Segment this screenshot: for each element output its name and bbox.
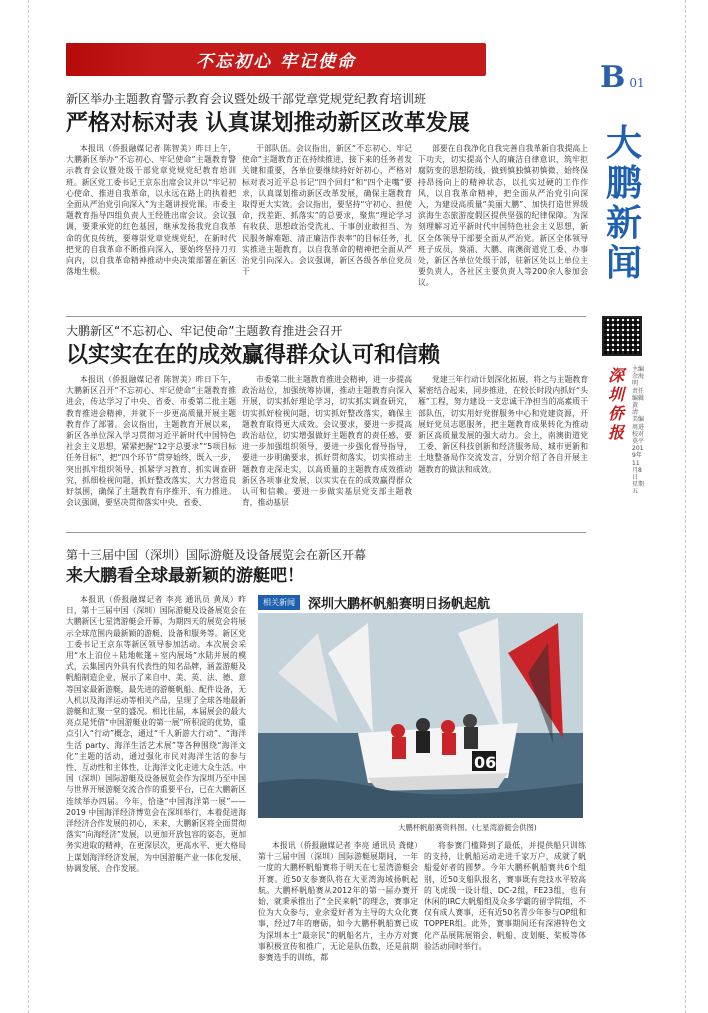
sailing-photo-art	[258, 613, 583, 818]
related-tag: 相关新闻	[258, 595, 300, 610]
divider	[66, 316, 586, 317]
photo-caption: 大鹏杯帆船赛资料图。(七星湾游艇会供图)	[398, 823, 537, 832]
banner-text: 不忘初心 牢记使命	[196, 52, 356, 72]
section-title: 大鹏新闻	[606, 123, 643, 284]
article2-kicker: 大鹏新区“不忘初心、牢记使命”主题教育推进会召开	[66, 324, 343, 338]
theme-banner	[66, 43, 486, 76]
related-title: 深圳大鹏杯帆船赛明日扬帆起航	[308, 597, 491, 612]
fold-line-right	[685, 0, 686, 1013]
section-rail	[600, 60, 670, 496]
article3-headline: 来大鹏看全球最新颖的游艇吧！	[66, 566, 304, 586]
article1-headline: 严格对标对表 认真谋划推动新区改革发展	[66, 111, 470, 136]
edition-meta: 主编 余海明 责任编辑 黄 清 美编 周进 校对 莫平 2019年11月8日 星期五	[632, 366, 645, 496]
article3-col2: 本报讯（侨报融媒记者 李亮 通讯员 龚健）第十三届中国（深圳）国际游艇展期间，一年一度的大鹏杯帆船赛将于明天在七星湾游艇会开赛。近50支参赛队将在大亚湾海域扬帆起航。大鹏杯帆船赛从2012年的第一届办赛开始，就秉承推出了“全民来帆”的理念，赛事定位为大众参与，业余爱好者为主导的大众化赛事，经过7年的磨砺，如今大鹏杯帆船赛已成为深圳本土“最亲民”的帆船名片，主办方对赛事积极宣传和推广，无论是队伍数，还是前期参赛选手的训练，都	[258, 841, 418, 963]
sailing-photo	[258, 613, 583, 818]
article1-col1: 本报讯（侨报融媒记者 陈智美）昨日上午，大鹏新区举办“不忘初心、牢记使命”主题教育警示教育会议暨处级干部党章党规党纪教育培训班。新区党工委书记王京东出席会议并以“牢记初心使命、推进自我革命，以永远在路上的执着把全面从严治党引向深入”为主题讲授党课。市委主题教育指导四组负责人王经胜出席会议。会议强调，要秉承党的红色基因，继承发扬我党自我革命的优良传统，要尊崇党章党规党纪，在新时代把党的自我革命不断推向深入，要始终坚持刀刃向内，以自我革命精神推动中央决策部署在新区落地生根。	[66, 144, 236, 277]
article1-kicker: 新区举办主题教育警示教育会议暨处级干部党章党规党纪教育培训班	[66, 92, 427, 106]
qr-code-icon[interactable]	[602, 316, 642, 356]
article2-col1: 本报讯（侨报融媒记者 陈智美）昨日下午，大鹏新区召开“不忘初心、牢记使命”主题教育推进会，传达学习了中央、省委、市委第二批主题教育推进会精神，并就下一步更高质量开展主题教育作了部署。会议指出，主题教育开展以来，新区各单位深入学习贯彻习近平新时代中国特色社会主义思想，紧紧把握“12字总要求”“5项目标任务目标”，把“四个环节”贯穿始终，既入一步，突出抓牢组织领导、抓紧学习教育、抓实调查研究，抓细检视问题，抓好整改落实，大力营造良好氛围，确保了主题教育有序推开、有力推进。会议强调，要坚决贯彻落实中央、省委、	[66, 375, 236, 508]
page-number	[600, 60, 670, 95]
related-news[interactable]	[258, 593, 490, 612]
newspaper-logo: 深圳侨报	[608, 366, 625, 442]
article1-col3: 部要在自我净化自我完善自我革新自我提高上下功夫，切实提高个人的廉洁自律意识，筑牢拒腐防变的思想防线，做到慎独慎初慎微，始终保持昂扬向上的精神状态，以扎实过硬的工作作风，以自我革命精神，把全面从严治党引向深入，为建设高质量“美丽大鹏”、加快打造世界级滨海生态旅游度假区提供坚强的纪律保障。为深刻理解习近平新时代中国特色社会主义思想，新区全体领导干部要全面从严治党。新区全体领导班子成员，葵涌、大鹏、南澳街道党工委、办事处，新区各单位处级干部，驻新区处以上单位主要负责人，各社区主要负责人等200余人参加会议。	[418, 144, 588, 288]
divider	[66, 532, 586, 533]
article3-col3: 将参赛门槛降到了最低，并提供船只训练的支持，让帆船运动走进千家万户，成就了帆船爱好者的圆梦。今年大鹏杯帆船赛共6个组别，近50支船队报名，赛事既有竞技水平较高的飞虎级一设计组、DC-2组，FE23组，也有休闲的IRC大帆船组及众多学霸的留学院组，不仅有成人赛事，还有近50名青少年参与OP组和TOPPER组。此外，赛事期间还有深港特色文化产品展陈展销会、帆船、皮划艇、桨板等体验活动同时举行。	[424, 841, 586, 951]
article2-headline: 以实实在在的成效赢得群众认可和信赖	[66, 343, 441, 368]
fold-line-left	[28, 0, 29, 1013]
article2-col3: 党建三年行动计划深化拓展，将之与主题教育紧密结合起来，同步推进，在较长时段内抓好“头雁”工程，努力建设一支忠诚干净担当的高素质干部队伍，切实用好党群服务中心和党建资源，开展好党员志愿服务，把主题教育成果转化为推动新区高质量发展的强大动力。会上，南澳街道党工委、新区科技创新和经济服务局、城市更新和土地整备局作交流发言，分别介绍了各自开展主题教育的做法和成效。	[418, 375, 588, 474]
article2-col2: 市委第二批主题教育推进会精神，进一步提高政治站位，加强统筹协调，推动主题教育向深入开展，切实抓好理论学习，切实抓实调查研究，切实抓好检视问题，切实抓好整改落实，确保主题教育取得更大成效。会议要求，要进一步提高政治站位，切实增强做好主题教育的责任感，要进一步加强组织领导，要进一步强化督导指导，要进一步明确要求，抓好贯彻落实，切实推动主题教育走深走实，以高质量的主题教育成效推动新区各项事业发展，以实实在在的成效赢得群众认可和信赖。要进一步做实基层党支部主题教育，推动基层	[242, 375, 412, 508]
svg-text:06: 06	[474, 753, 497, 772]
article3-col1: 本报讯（侨报融媒记者 李亮 通讯员 黄凤）昨日，第十三届中国（深圳）国际游艇及设备展览会在大鹏新区七星湾游艇会开幕，为期四天的展览会将展示全球范围内最新颖的游艇、设备和服务等。新区党工委书记王京东等新区领导参加活动。本次展会采用“水上泊位＋陆地帐篷＋室内展场”水陆并展的模式，云集国内外具有代表性的知名品牌，涵盖游艇及帆船制造企业，展示了来自中、美、英、法、德、意等国家最新游艇，最先进的游艇帆船、配件设备，无人机以及海洋运动等相关产品，呈现了全球各地最新游艇和汇聚一堂的盛况。相比往届，本届展会的最大亮点是凭借“中国游艇业的第一展”所积淀的优势，重点引入“行动”概念，通过“千人新游大行动”、“海洋生活 party、海洋生活艺术展”等各种围绕“海洋文化”主题的活动，通过强化市民对海洋生活的参与性、互动性和主体性，让海洋文化走进大众生活。中国（深圳）国际游艇及设备展览会作为深圳乃至中国与世界开展游艇交流合作的重要平台，已在大鹏新区连续举办四届。今年，恰逢“中国海洋第一展”——2019 中国海洋经济博览会在深圳举行，本着促进海洋经济合作发展的初心，未来，大鹏新区将全面贯彻落实“向海经济”发展，以更加开放包容的姿态，更加务实进取的精神，在更深层次，更高水平、更大格局上谋划海洋经济发展，为中国游艇产业一体化发展、协调发展、合作发展。	[66, 595, 246, 873]
article1-col2: 干部队伍。会议指出，新区“不忘初心、牢记使命”主题教育正在持续推进，接下来的任务者发关键和重要，各单位要继续持好好初心，严格对标对表习近平总书记“四个回归”和“四个走嘴”要求，认真谋划推动新区改革发展，确保主题教育取得更大实效。会议指出，要坚持“守初心、担使命，找差距、抓落实”的总要求，聚焦“理论学习有收获、思想政治受洗礼、干事创业敢担当、为民服务解难题、清正廉洁作表率”的目标任务，扎实推进主题教育，以自我革命的精神把全面从严治党引向深入。会议强调，新区各级各单位党员干	[242, 144, 412, 277]
article3-kicker: 第十三届中国（深圳）国际游艇及设备展览会在新区开幕	[66, 548, 367, 562]
banner-decoration	[66, 43, 156, 76]
page-num: 01	[629, 76, 645, 90]
page-letter: B	[600, 60, 626, 95]
